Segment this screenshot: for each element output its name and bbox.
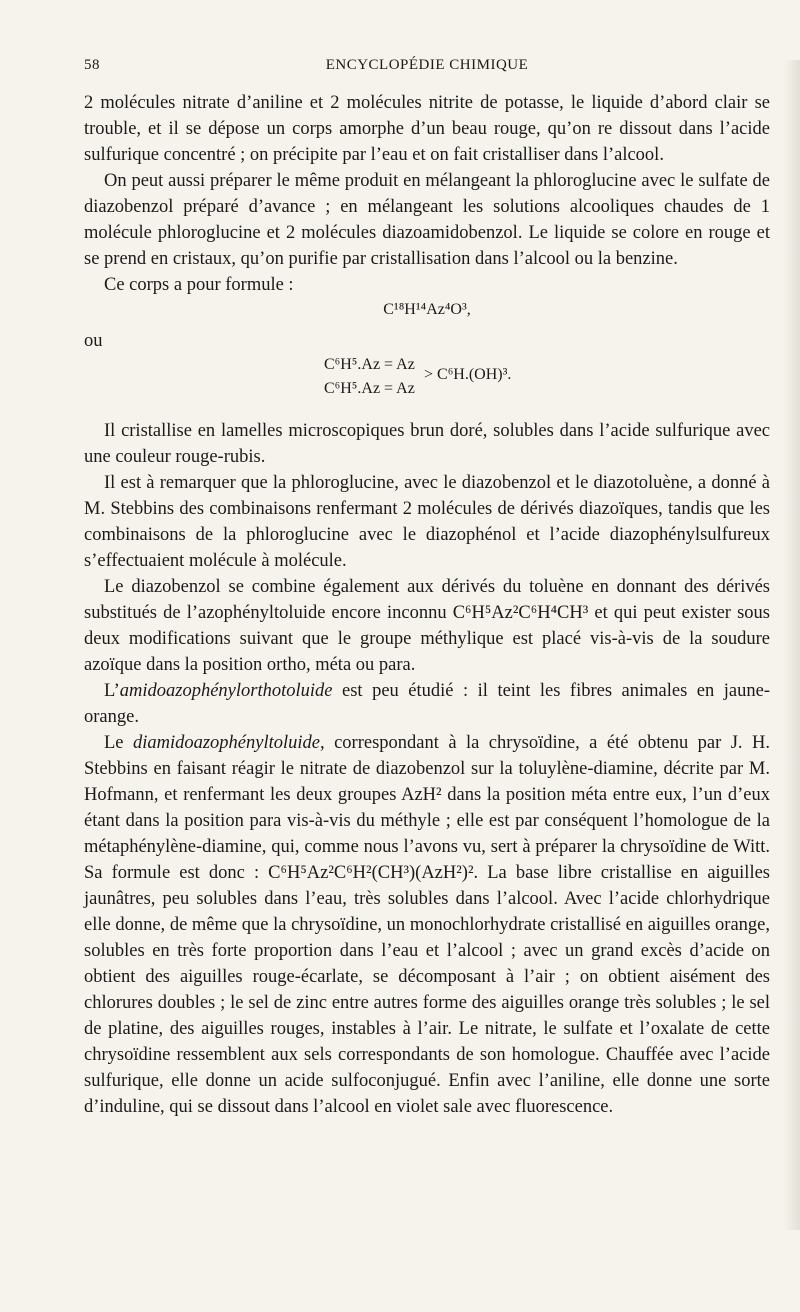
formula-2-line-2: C⁶H⁵.Az = Az xyxy=(324,380,415,397)
paragraph-1: 2 molécules nitrate d’aniline et 2 molécules nitrite de potasse, le liquide d’abord clair se trouble, et il se dépose un corps amorphe d’un beau rouge, qu’on re dissout dans l’acide sulfurique concentré ; on précipite par l’eau et on fait cristalliser dans l’alcool. xyxy=(84,93,770,165)
formula-2 xyxy=(84,358,770,418)
facing-page-shadow xyxy=(784,60,800,1230)
paragraph-8-prefix: Le xyxy=(104,733,133,753)
paragraph-7-rest: est peu étudié : il teint les fibres animales en jaune-orange. xyxy=(84,681,770,727)
paragraph-6: Le diazobenzol se combine également aux dérivés du toluène en donnant des dérivés substitués de l’azophényltoluide encore inconnu C⁶H⁵Az²C⁶H⁴CH³ et qui peut exister sous deux modifications suivant que le groupe méthylique est placé vis-à-vis de la soudure azoïque dans la position ortho, méta ou para. xyxy=(84,577,770,675)
page-header xyxy=(84,57,770,81)
paragraph-4: Il cristallise en lamelles microscopiques brun doré, solubles dans l’acide sulfurique avec une couleur rouge-rubis. xyxy=(84,421,770,467)
paragraph-2: On peut aussi préparer le même produit en mélangeant la phloroglucine avec le sulfate de diazobenzol préparé d’avance ; en mélangeant les solutions alcooliques chaudes de 1 molécule phloroglucine et 2 molécules diazoamidobenzol. Le liquide se colore en rouge et se prend en cristaux, qu’on purifie par cristallisation dans l’alcool ou la benzine. xyxy=(84,171,770,269)
running-title: ENCYCLOPÉDIE CHIMIQUE xyxy=(325,57,529,73)
formula-2-line-1: C⁶H⁵.Az = Az xyxy=(324,356,415,373)
paragraph-7 xyxy=(84,678,770,730)
formula-2-right: > C⁶H.(OH)³. xyxy=(424,366,512,383)
page-number: 58 xyxy=(84,57,100,73)
paragraph-5: Il est à remarquer que la phloroglucine, avec le diazobenzol et le diazotoluène, a donné à M. Stebbins des combinaisons renfermant 2 molécules de dérivés diazoïques, tandis que les combinaisons de la phloroglucine avec le diazophénol et l’acide diazophénylsulfureux s’effectuaient molécule à molécule. xyxy=(84,473,770,571)
formula-1: C¹⁸H¹⁴Az⁴O³, xyxy=(383,301,471,318)
paragraph-8 xyxy=(84,730,770,1120)
compound-name-amidoazo: amidoazophénylorthotoluide xyxy=(119,681,333,701)
compound-name-diamidoazo: diamidoazophényltoluide xyxy=(132,733,321,753)
paragraph-7-prefix: L’ xyxy=(104,681,120,701)
connector-ou: ou xyxy=(84,331,103,351)
paragraph-8-rest: , correspondant à la chrysoïdine, a été obtenu par J. H. Stebbins en faisant réagir le nitrate de diazobenzol sur la toluylène-diamine, décrite par M. Hofmann, et renfermant les deux groupes AzH² dans la position méta entre eux, l’un d’eux étant dans la position para vis-à-vis du méthyle ; elle est par conséquent l’homologue de la métaphénylène-diamine, qui, comme nous l’avons vu, sert à préparer la chrysoïdine de Witt. Sa formule est donc : C⁶H⁵Az²C⁶H²(CH³)(AzH²)². La base libre cristallise en aiguilles jaunâtres, peu solubles dans l’eau, très solubles dans l’alcool. Avec l’acide chlorhydrique elle donne, de même que la chrysoïdine, un monochlorhydrate cristallisé en aiguilles orange, solubles en très forte proportion dans l’eau et l’alcool ; avec un grand excès d’acide on obtient des aiguilles rouge-écarlate, se décomposant à l’air ; on obtient aisément des chlorures doubles ; le sel de zinc entre autres forme des aiguilles orange très solubles ; le sel de platine, des aiguilles rouges, instables à l’air. Le nitrate, le sulfate et l’oxalate de cette chrysoïdine ressemblent aux sels correspondants de son homologue. Chauffée avec l’acide sulfurique, elle donne un acide sulfoconjugué. Enfin avec l’aniline, elle donne une sorte d’induline, qui se dissout dans l’alcool en violet sale avec fluorescence. xyxy=(84,733,770,1117)
body-text xyxy=(84,90,770,1120)
paragraph-3: Ce corps a pour formule : xyxy=(104,275,294,295)
